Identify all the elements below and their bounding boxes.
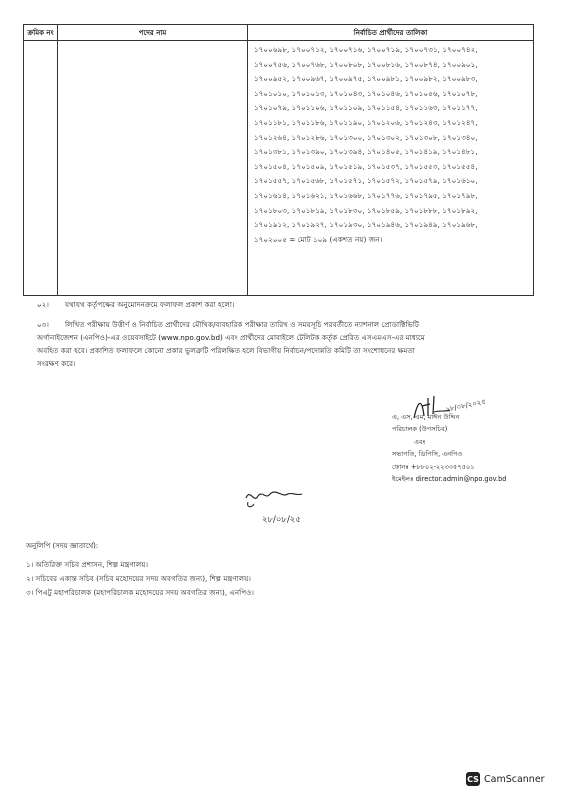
paragraph-continuation <box>37 331 542 370</box>
header-serial: ক্রমিক নং <box>24 25 58 41</box>
paragraph-text: যথাযথ কর্তৃপক্ষের অনুমোদনক্রমে ফলাফল প্রকাশ করা হলো। <box>65 300 235 309</box>
header-candidates: নির্বাচিত প্রার্থীদের তালিকা <box>248 25 534 41</box>
roll-number-line: ১৭০১০১০, ১৭০১০১৩, ১৭০১০৪৩, ১৭০১০৪৬, ১৭০১০৫৬, ১৭০১০৭৮, <box>254 88 478 98</box>
initial-signature-date: ২৮/০৮/২৫ <box>262 515 301 525</box>
initial-signature <box>240 484 330 528</box>
signatory-email: ইমেইলঃ director.admin@npo.gov.bd <box>392 475 507 484</box>
cc-list <box>26 558 254 600</box>
camscanner-watermark <box>466 769 564 789</box>
roll-number-line: ১৭০১১৮১, ১৭০১১৮৬, ১৭০১১৯০, ১৭০১২০৬, ১৭০১২৪৩, ১৭০১২৪৭, <box>254 117 478 127</box>
signatory-role: সভাপতি, ডিপিসি, এনপিও <box>392 450 463 459</box>
roll-number-line: ১৭০০৭৫৬, ১৭০০৭৬৮, ১৭০০৮০৮, ১৭০০৮১৬, ১৭০০৮৭৪, ১৭০০৯০১, <box>254 59 478 69</box>
roll-number-line: ১৭০১৫৫৭, ১৭০১৫৬৮, ১৭০১৫৭১, ১৭০১৫৭২, ১৭০১৫৭৯, ১৭০১৬১০, <box>254 176 478 186</box>
serial-cell <box>24 41 58 296</box>
signature-date: ২৮/০৮/২০২৫ <box>444 397 487 414</box>
roll-number-line: ১৭০০৬৯৮, ১৭০০৭১২, ১৭০০৭১৬, ১৭০০৭১৯, ১৭০০৭৩১, ১৭০০৭৪২, <box>254 45 478 54</box>
roll-number-line: ১৭০০৯৫২, ১৭০০৯৬৭, ১৭০০৯৭৫, ১৭০০৯৮১, ১৭০০৯৮২, ১৭০০৯৮৩, <box>254 74 478 84</box>
paragraph-3 <box>23 318 543 388</box>
paragraph-2 <box>23 298 543 312</box>
roll-number-line: ১৭০১২৬৪, ১৭০১২৮৬, ১৭০১৩০০, ১৭০১৩০২, ১৭০১৩০৮, ১৭০১৩৪০, <box>254 132 478 142</box>
post-cell <box>58 41 248 296</box>
roll-number-line: ১৭০১৮০৩, ১৭০১৮১৯, ১৭০১৮৩০, ১৭০১৮৫৯, ১৭০১৮৮৮, ১৭০১৮৯২, <box>254 205 478 215</box>
roll-number-line: ১৭০২০০৫ = মোট ১০৯ (একশত নয়) জন। <box>254 234 383 244</box>
cc-list-item: ৩। পিএটু মহাপরিচালক (মহাপরিচালক মহোদয়ের সদয় অবগতির জন্য), এনপিও। <box>26 588 254 597</box>
signatory-phone: ফোনঃ +৮৮০২-২২৩৩৫৭৫০১ <box>392 462 475 471</box>
roll-number-line: ১৭০১৬১৪, ১৭০১৬২১, ১৭০১৬৬৮, ১৭০১৭৭৬, ১৭০১৭৯৫, ১৭০১৭৯৮, <box>254 190 478 200</box>
camscanner-logo-icon: CS <box>466 772 480 786</box>
roll-number-line: ১৭০১৯১২, ১৭০১৯২৭, ১৭০১৯৩০, ১৭০১৯৪৬, ১৭০১৯৪৯, ১৭০১৯৬৮, <box>254 220 478 230</box>
roll-number-line: ১৭০১৫০৪, ১৭০১৫০৯, ১৭০১৫১৯, ১৭০১৫৩৭, ১৭০১৫৫৩, ১৭০১৫৫৪, <box>254 161 478 171</box>
table-row <box>24 41 534 296</box>
cc-list-item: ১। অতিরিক্ত সচিব প্রশাসন, শিল্প মন্ত্রণালয়। <box>26 560 149 569</box>
paragraph-line: সংরক্ষণ করে। <box>37 359 76 368</box>
roll-number-line: ১৭০১০৭৯, ১৭০১১০৬, ১৭০১১০৯, ১৭০১১৫৪, ১৭০১১৬৩, ১৭০১১৭৭, <box>254 103 478 113</box>
paragraph-line: অর্গানাইজেশন (এনপিও)-এর ওয়েবসাইটে (www.npo.gov.bd) এবং প্রার্থীদের মোবাইলে টেলিটক কর্তৃক প্রেরিত এসএমএস-এর মাধ্যমে <box>37 333 425 342</box>
camscanner-wordmark: CamScanner <box>484 773 545 785</box>
roll-cell <box>248 41 534 296</box>
roll-number-line: ১৭০১৩৮১, ১৭০১৩৯০, ১৭০১৩৯৪, ১৭০১৪০৫, ১৭০১৪১৯, ১৭০১৪৮১, <box>254 147 478 157</box>
paragraph-line: অবহিত করা হবে। প্রকাশিত ফলাফলে কোনো প্রকার ভুলত্রুটি পরিলক্ষিত হলে বিভাগীয় নির্বাচন/পদোন্নতি কমিটি তা সংশোধনের ক্ষমতা <box>37 346 415 355</box>
signatory-designation: পরিচালক (উপসচিব) <box>392 425 448 434</box>
paragraph-number: ০৩। <box>37 320 49 329</box>
selected-candidates-table <box>23 24 534 296</box>
header-post: পদের নাম <box>58 25 248 41</box>
paragraph-number: ০২। <box>37 300 49 309</box>
signatory-block <box>392 411 542 485</box>
signatory-and: এবং <box>414 437 426 446</box>
roll-number-list <box>248 41 533 247</box>
signatory-name: এ, এস, এম, মাঈন উদ্দিন <box>392 413 460 421</box>
table-header-row <box>24 25 534 41</box>
cc-list-item: ২। সচিবের একান্ত সচিব (সচিব মহোদয়ের সদয় অবগতির জন্য), শিল্প মন্ত্রণালয়। <box>26 574 251 583</box>
cc-heading: অনুলিপি (সদয় জ্ঞাতার্থে): <box>26 542 99 550</box>
paragraph-line: লিখিত পরীক্ষায় উত্তীর্ণ ও নির্বাচিত প্রার্থীদের মৌখিক/ব্যবহারিক পরীক্ষার তারিখ ও সময়সূচি পরবর্তীতে ন্যাশনাল প্রোডাক্টিভিটি <box>65 320 419 329</box>
